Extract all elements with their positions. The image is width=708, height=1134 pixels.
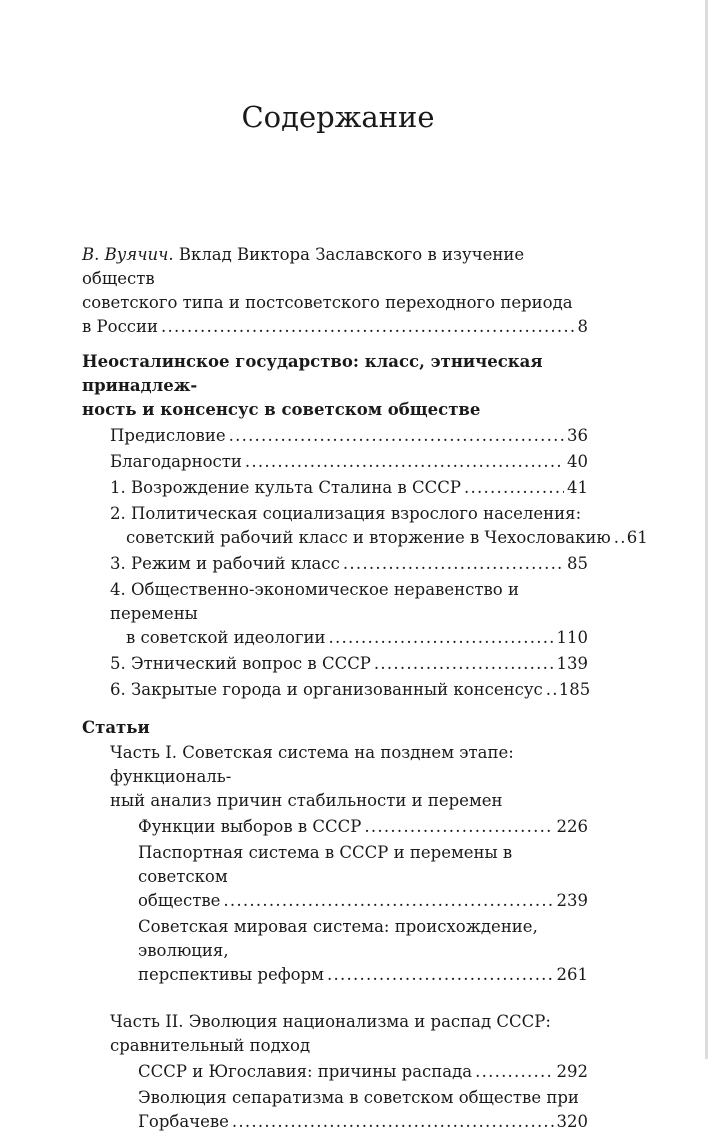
toc-entry-chapter-6[interactable] <box>82 678 591 702</box>
toc-entry-chapter-4[interactable] <box>82 578 588 650</box>
toc-entry-ussr-yugoslavia[interactable] <box>82 1060 588 1084</box>
page-number: 61 <box>626 528 648 547</box>
page-number: 226 <box>556 817 588 836</box>
dot-leader <box>245 450 564 474</box>
table-of-contents <box>82 243 648 1134</box>
dot-leader <box>475 1060 553 1084</box>
entry-label-cont: в советской идеологии <box>126 628 326 647</box>
section-title-line1: Неосталинское государство: класс, этническая принадлеж- <box>82 352 543 395</box>
toc-entry-chapter-5[interactable] <box>82 652 588 676</box>
entry-label: Эволюция сепаратизма в советском обществе при <box>138 1088 579 1107</box>
dot-leader <box>229 424 564 448</box>
toc-entry-chapter-2[interactable] <box>82 502 648 550</box>
toc-entry-passport-system[interactable] <box>82 841 588 913</box>
page-number: 139 <box>556 654 588 673</box>
dot-leader <box>232 1110 554 1134</box>
part-1-heading <box>82 741 588 813</box>
entry-label: Благодарности <box>110 452 242 471</box>
page-number: 261 <box>556 965 588 984</box>
dot-leader <box>374 652 554 676</box>
dot-leader <box>546 678 556 702</box>
dot-leader <box>614 526 624 550</box>
page-number: 8 <box>577 317 588 336</box>
entry-title-line2: советского типа и постсоветского переходного периода <box>82 293 573 312</box>
entry-label: 6. Закрытые города и организованный консенсус <box>110 680 543 699</box>
dot-leader <box>343 552 564 576</box>
page-number: 36 <box>567 426 588 445</box>
page-number: 41 <box>567 478 588 497</box>
dot-leader <box>327 963 553 987</box>
toc-entry-elections[interactable] <box>82 815 588 839</box>
entry-title-line3: в России <box>82 317 159 336</box>
entry-label: 3. Режим и рабочий класс <box>110 554 340 573</box>
toc-entry-chapter-1[interactable] <box>82 476 588 500</box>
entry-author: В. Вуячич. <box>82 245 174 264</box>
entry-label: 2. Политическая социализация взрослого населения: <box>110 504 582 523</box>
entry-label: Функции выборов в СССР <box>138 817 362 836</box>
entry-label: 5. Этнический вопрос в СССР <box>110 654 371 673</box>
dot-leader <box>223 889 553 913</box>
page-title: Содержание <box>241 100 435 134</box>
page-number: 85 <box>567 554 588 573</box>
entry-label-cont: обществе <box>138 891 221 910</box>
entry-title-line1: Вклад Виктора Заславского в изучение обществ <box>82 245 525 288</box>
part-heading-line1: Часть I. Советская система на позднем этапе: функциональ- <box>110 743 514 786</box>
part-heading-line1: Часть II. Эволюция национализма и распад СССР: <box>110 1012 551 1031</box>
section-title-articles: Статьи <box>82 718 150 737</box>
dot-leader <box>329 626 554 650</box>
entry-label: Советская мировая система: происхождение, эволюция, <box>138 917 538 960</box>
page-number: 110 <box>556 628 588 647</box>
toc-entry-intro[interactable] <box>82 243 588 339</box>
section-title-neostalinist <box>82 350 588 422</box>
page-number: 185 <box>558 680 591 699</box>
part-heading-line2: ный анализ причин стабильности и перемен <box>110 791 503 810</box>
entry-label: Паспортная система в СССР и перемены в советском <box>138 843 513 886</box>
entry-label-cont: перспективы реформ <box>138 965 325 984</box>
toc-entry-separatism[interactable] <box>82 1086 588 1134</box>
dot-leader <box>161 315 574 339</box>
toc-entry-world-system[interactable] <box>82 915 588 987</box>
entry-label: 4. Общественно-экономическое неравенство и перемены <box>110 580 519 623</box>
page-number: 239 <box>556 891 588 910</box>
dot-leader <box>364 815 553 839</box>
page-number: 320 <box>556 1112 588 1131</box>
section-title-line2: ность и консенсус в советском обществе <box>82 400 481 419</box>
toc-entry-acknowledgements[interactable] <box>82 450 588 474</box>
page-number: 40 <box>567 452 588 471</box>
entry-label: 1. Возрождение культа Сталина в СССР <box>110 478 462 497</box>
toc-entry-chapter-3[interactable] <box>82 552 588 576</box>
entry-label-cont: советский рабочий класс и вторжение в Чехословакию <box>126 528 611 547</box>
toc-entry-preface[interactable] <box>82 424 588 448</box>
part-2-heading <box>82 1010 588 1058</box>
entry-label: Предисловие <box>110 426 226 445</box>
entry-label: СССР и Югославия: причины распада <box>138 1062 473 1081</box>
dot-leader <box>464 476 564 500</box>
entry-label-cont: Горбачеве <box>138 1112 229 1131</box>
part-heading-line2: сравнительный подход <box>110 1036 311 1055</box>
page-number: 292 <box>556 1062 588 1081</box>
